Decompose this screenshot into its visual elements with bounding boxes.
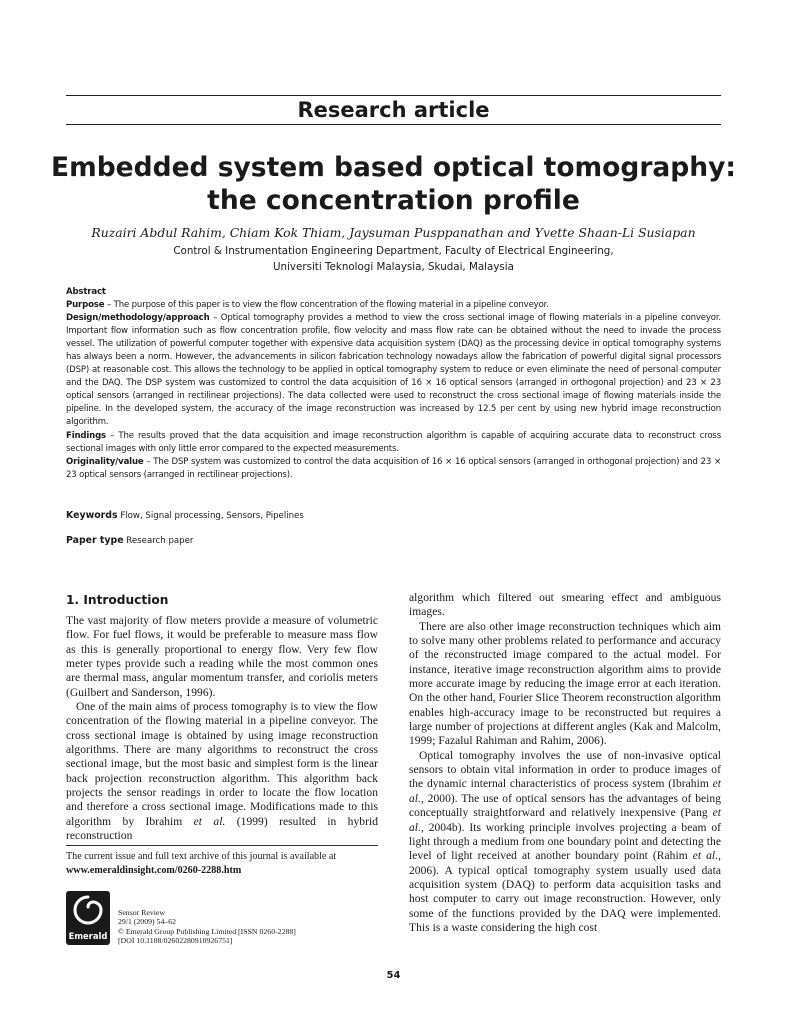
intro-p2-etal: et al. — [193, 815, 226, 828]
keywords-text: Flow, Signal processing, Sensors, Pipelines — [117, 511, 304, 521]
volume-info: 29/1 (2009) 54–62 — [118, 917, 177, 927]
intro-p2-text-b: (1999) resulted in hybrid reconstruction — [66, 815, 379, 843]
abstract-purpose — [66, 299, 721, 312]
r3-text-a: Optical tomography involves the use of non-invasive optical sensors to obtain vital information in order to produce images of the dynamic internal characteristics of process system (Ibrahim — [409, 749, 721, 791]
left-column — [66, 614, 378, 844]
publication-info — [118, 908, 296, 946]
affiliation-line-2: Universiti Teknologi Malaysia, Skudai, Malaysia — [273, 261, 514, 273]
intro-paragraph-2 — [66, 700, 378, 843]
right-column — [409, 591, 721, 935]
doi: [DOI 10.1108/02602280910926751] — [118, 936, 233, 946]
emerald-swirl-icon — [66, 891, 110, 931]
design-text: – Optical tomography provides a method to view the cross sectional image of flowing materials in a pipeline conveyor. Important flow information such as flow concentration profile, flow velocity and mass flow rate can be obtained without the need to invade the process vessel. The utilization of powerful computer together with expensive data acquisition system (DAQ) as the processing device in optical tomography systems has always been a norm. However, the advancements in silicon fabrication technology nowadays allow the fabrication of powerful digital signal processors (DSP) at reasonable cost. This allows the technology to be applied in optical tomography system to reduce or even eliminate the need of personal computer and the DAQ. The DSP system was customized to control the data acquisition of 16 × 16 optical sensors (arranged in orthogonal projection) and 23 × 23 optical sensors (arranged in rectilinear projections). The data collected were used to reconstruct the cross sectional image of flowing materials inside the pipeline. In the developed system, the accuracy of the image reconstruction was increased by 12.5 per cent by using new hybrid image reconstruction algorithm. — [66, 313, 721, 428]
r3-etal-1: et al. — [409, 778, 721, 805]
affiliation — [66, 243, 721, 275]
right-paragraph-1: algorithm which filtered out smearing effect and ambiguous images. — [409, 592, 721, 619]
page-number: 54 — [386, 970, 401, 981]
copyright: © Emerald Group Publishing Limited [ISSN 0260-2288] — [118, 926, 296, 936]
right-paragraph-3 — [409, 749, 721, 935]
emerald-logo — [66, 891, 110, 945]
r3-etal-2: et al. — [409, 807, 721, 834]
logo-text: Emerald — [68, 931, 108, 941]
affiliation-line-1: Control & Instrumentation Engineering Department, Faculty of Electrical Engineering, — [173, 245, 614, 257]
header-bottom-rule — [66, 124, 721, 125]
design-label: Design/methodology/approach — [66, 313, 210, 324]
section-label: Research article — [297, 98, 490, 122]
section-heading-introduction: 1. Introduction — [66, 593, 169, 607]
originality-text: – The DSP system was customized to control the data acquisition of 16 × 16 optical sensors (arranged in orthogonal projection) and 23 × 23 optical sensors (arranged in rectilinear projections). — [66, 456, 721, 480]
article-title — [40, 151, 747, 217]
keywords-label: Keywords — [66, 510, 118, 521]
r3-text-d: , 2006). A typical optical tomography system usually used data acquisition system (DAQ) to perform data acquisition tasks and host computer to carry out image reconstruction. However, only some of the functions provided by the DAQ were implemented. This is a waste considering the high cost — [409, 850, 722, 934]
journal-name: Sensor Review — [118, 908, 165, 917]
r3-text-c: , 2004b). Its working principle involves projecting a beam of light through a medium from one boundary point and detecting the level of light received at another boundary point (Rahim — [409, 821, 721, 863]
paper-type-label: Paper type — [66, 535, 124, 546]
right-paragraph-2: There are also other image reconstruction techniques which aim to solve many other problems related to performance and accuracy of the reconstructed image compared to the actual model. For instance, iterative image reconstruction algorithm aims to provide more accurate image by reducing the image error at each iteration. On the other hand, Fourier Slice Theorem reconstruction algorithm enables high-accuracy image to be reconstructed but requires a large number of projections at different angles (Kak and Malcolm, 1999; Fazalul Rahiman and Rahim, 2006). — [409, 620, 721, 748]
abstract-findings — [66, 430, 721, 456]
abstract-heading: Abstract — [66, 287, 106, 297]
footnote-text: The current issue and full text archive of this journal is available at — [66, 851, 337, 862]
footnote-rule — [66, 845, 378, 846]
title-line-2: the concentration profile — [207, 185, 580, 216]
intro-paragraph-1: The vast majority of flow meters provide a measure of volumetric flow. For fuel flows, it would be preferable to measure mass flow as this is generally proportional to energy flow. Very few flow meter types provide such a reading while the most common ones are thermal mass, angular momentum transfer, and coriolis meters (Guilbert and Sanderson, 1996). — [66, 615, 378, 699]
abstract-design — [66, 312, 721, 429]
purpose-text: – The purpose of this paper is to view the flow concentration of the flowing material in a pipeline conveyor. — [104, 300, 549, 311]
originality-label: Originality/value — [66, 456, 144, 467]
authors: Ruzairi Abdul Rahim, Chiam Kok Thiam, Jaysuman Pusppanathan and Yvette Shaan-Li Susiapan — [91, 225, 696, 240]
findings-text: – The results proved that the data acquisition and image reconstruction algorithm is capable of acquiring accurate data to reconstruct cross sectional images with only little error compared to the expected measurements. — [66, 430, 721, 454]
paper-type — [66, 534, 193, 548]
r3-etal-3: et al. — [692, 850, 719, 863]
paper-type-text: Research paper — [123, 536, 194, 546]
footnote — [66, 850, 378, 878]
intro-p2-text-a: One of the main aims of process tomography is to view the flow concentration of the flowing material in a pipeline conveyor. The cross sectional image is obtained by using image reconstruction algorithms. There are many algorithms to reconstruct the cross sectional image, but the most basic and simplest form is the linear back projection reconstruction algorithm. This algorithm back projects the sensor readings in order to locate the flow location and therefore a cross sectional image. Modifications made to this algorithm by Ibrahim — [66, 701, 378, 828]
purpose-label: Purpose — [66, 300, 105, 311]
abstract-originality — [66, 456, 721, 482]
findings-label: Findings — [66, 430, 106, 441]
footnote-url-link[interactable]: www.emeraldinsight.com/0260-2288.htm — [66, 865, 242, 876]
r3-text-b: , 2000). The use of optical sensors has the advantages of being conceptually straightforward and relatively inexpensive (Pang — [409, 792, 721, 820]
keywords — [66, 509, 304, 523]
title-line-1: Embedded system based optical tomography: — [50, 152, 736, 183]
abstract — [66, 286, 721, 482]
